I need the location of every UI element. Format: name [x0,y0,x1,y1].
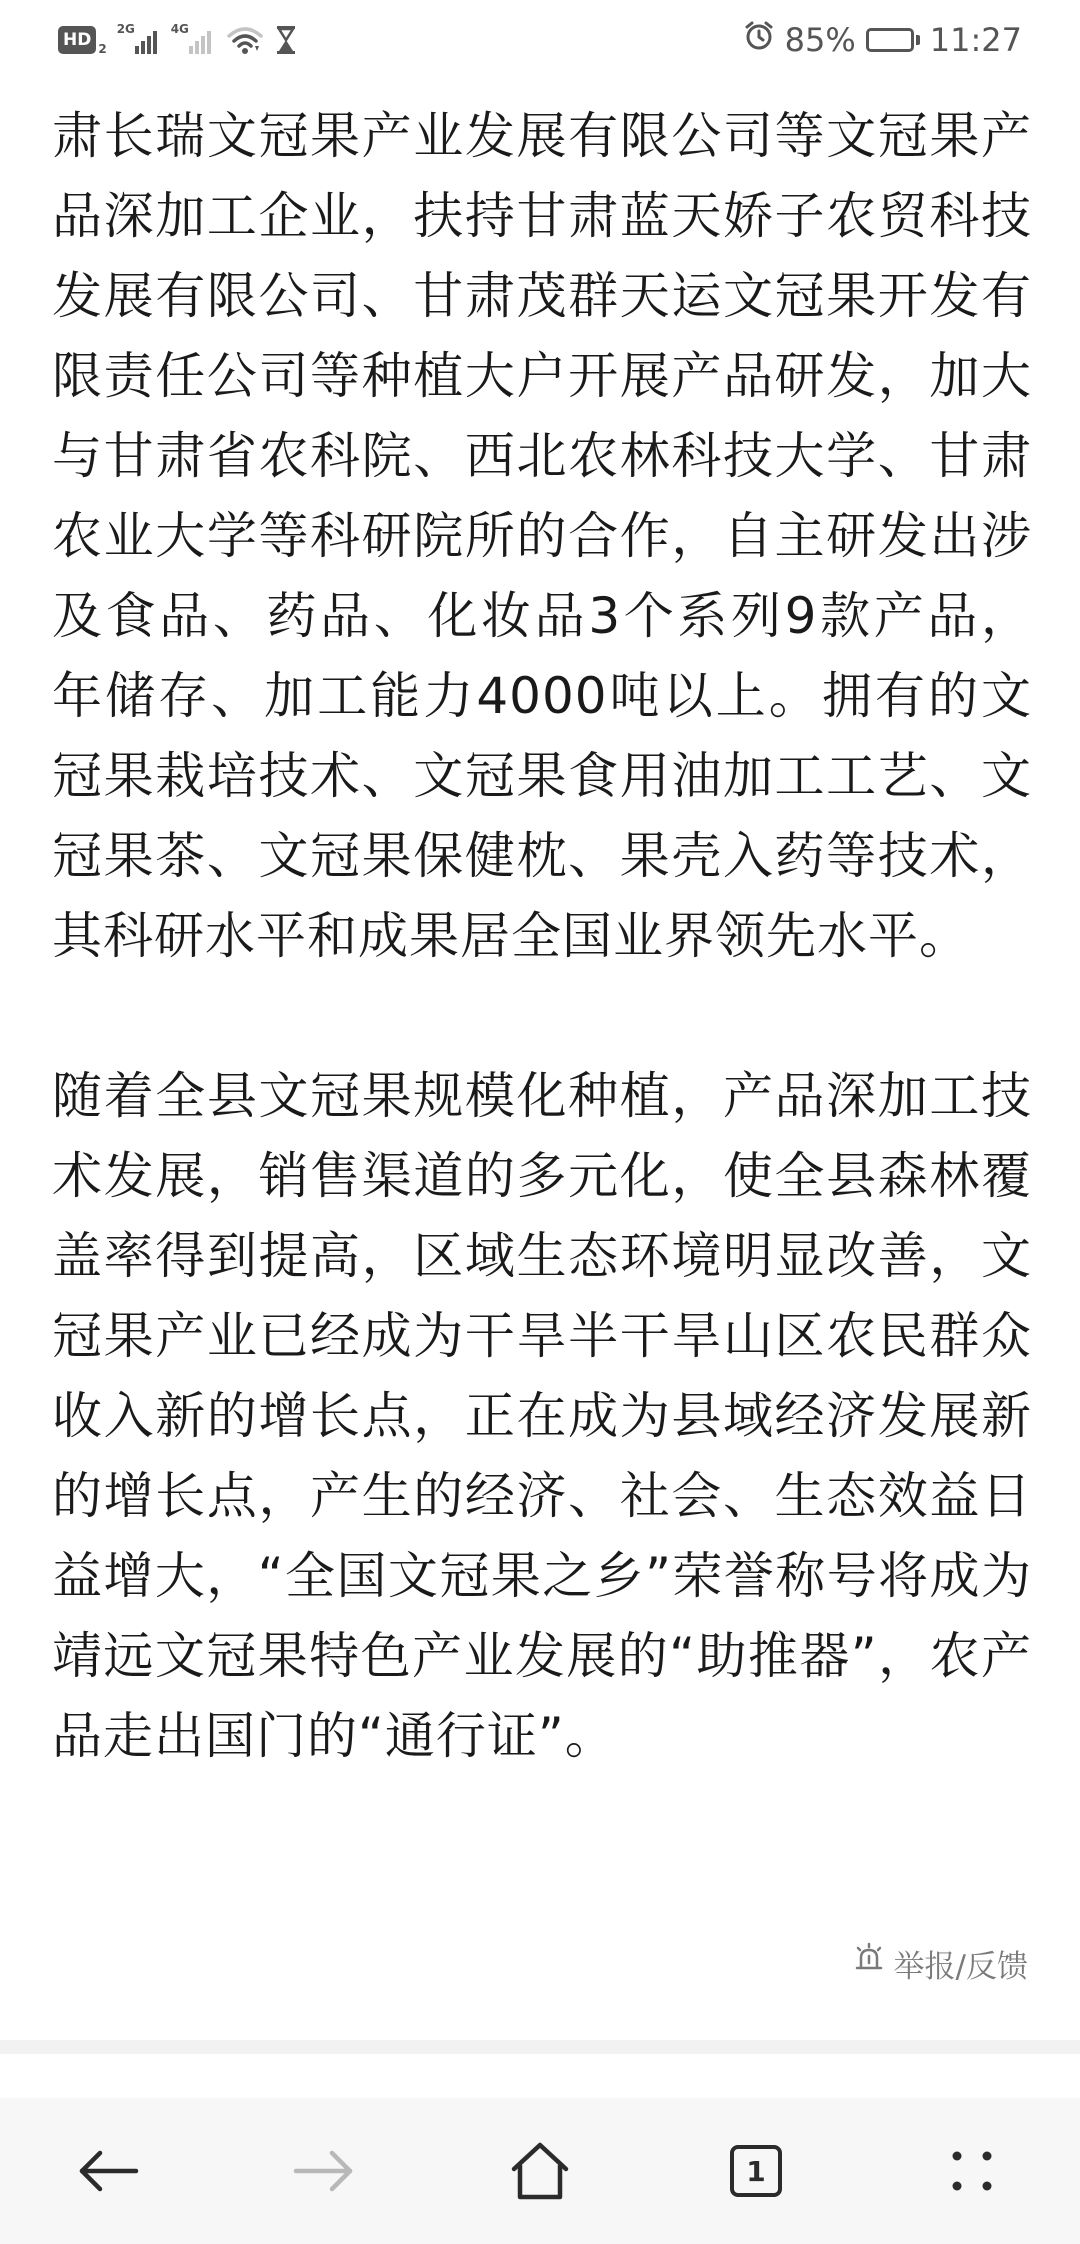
battery-percent: 85% [784,21,856,59]
article-body [52,96,1032,1776]
home-icon [508,2141,572,2201]
back-arrow-icon [76,2147,140,2195]
hd-icon [58,26,107,54]
more-button[interactable] [912,2111,1032,2231]
report-feedback-link[interactable] [852,1940,1028,1986]
section-divider [0,2040,1080,2054]
battery-icon [866,28,920,52]
signal-icon [117,24,161,56]
forward-arrow-icon [292,2147,356,2195]
hd-sub-label: 2 [98,42,107,56]
sim2-network-label: 4G [170,22,189,36]
home-button[interactable] [480,2111,600,2231]
status-bar [0,0,1080,80]
back-button[interactable] [48,2111,168,2231]
tabs-icon [730,2145,782,2197]
hd-label: HD [58,26,96,54]
bottom-navigation-bar [0,2098,1080,2244]
tab-count-label: 1 [746,2154,766,2188]
status-left-icons [58,22,297,58]
tabs-button[interactable] [696,2111,816,2231]
wifi-icon [225,24,265,56]
article-paragraph: 随着全县文冠果规模化种植，产品深加工技术发展，销售渠道的多元化，使全县森林覆盖率得到提高，区域生态环境明显改善，文冠果产业已经成为干旱半干旱山区农民群众收入新的增长点，正在成为县域经济发展新的增长点，产生的经济、社会、生态效益日益增大，“全国文冠果之乡”荣誉称号将成为靖远文冠果特色产业发展的“助推器”，农产品走出国门的“通行证”。 [52,1067,1032,1765]
clock-time: 11:27 [929,21,1022,59]
more-icon [947,2146,997,2196]
signal-icon [171,24,215,56]
report-icon [852,1942,886,1984]
report-feedback-label: 举报/反馈 [893,1948,1028,1985]
status-right-icons [743,18,1022,62]
article-paragraph: 肃长瑞文冠果产业发展有限公司等文冠果产品深加工企业，扶持甘肃蓝天娇子农贸科技发展有限公司、甘肃茂群天运文冠果开发有限责任公司等种植大户开展产品研发，加大与甘肃省农科院、西北农林科技大学、甘肃农业大学等科研院所的合作，自主研发出涉及食品、药品、化妆品3个系列9款产品，年储存、加工能力4000吨以上。拥有的文冠果栽培技术、文冠果食用油加工工艺、文冠果茶、文冠果保健枕、果壳入药等技术，其科研水平和成果居全国业界领先水平。 [52,107,1032,965]
sim1-network-label: 2G [116,22,135,36]
forward-button[interactable] [264,2111,384,2231]
hourglass-icon [275,25,297,55]
alarm-icon [743,20,775,60]
